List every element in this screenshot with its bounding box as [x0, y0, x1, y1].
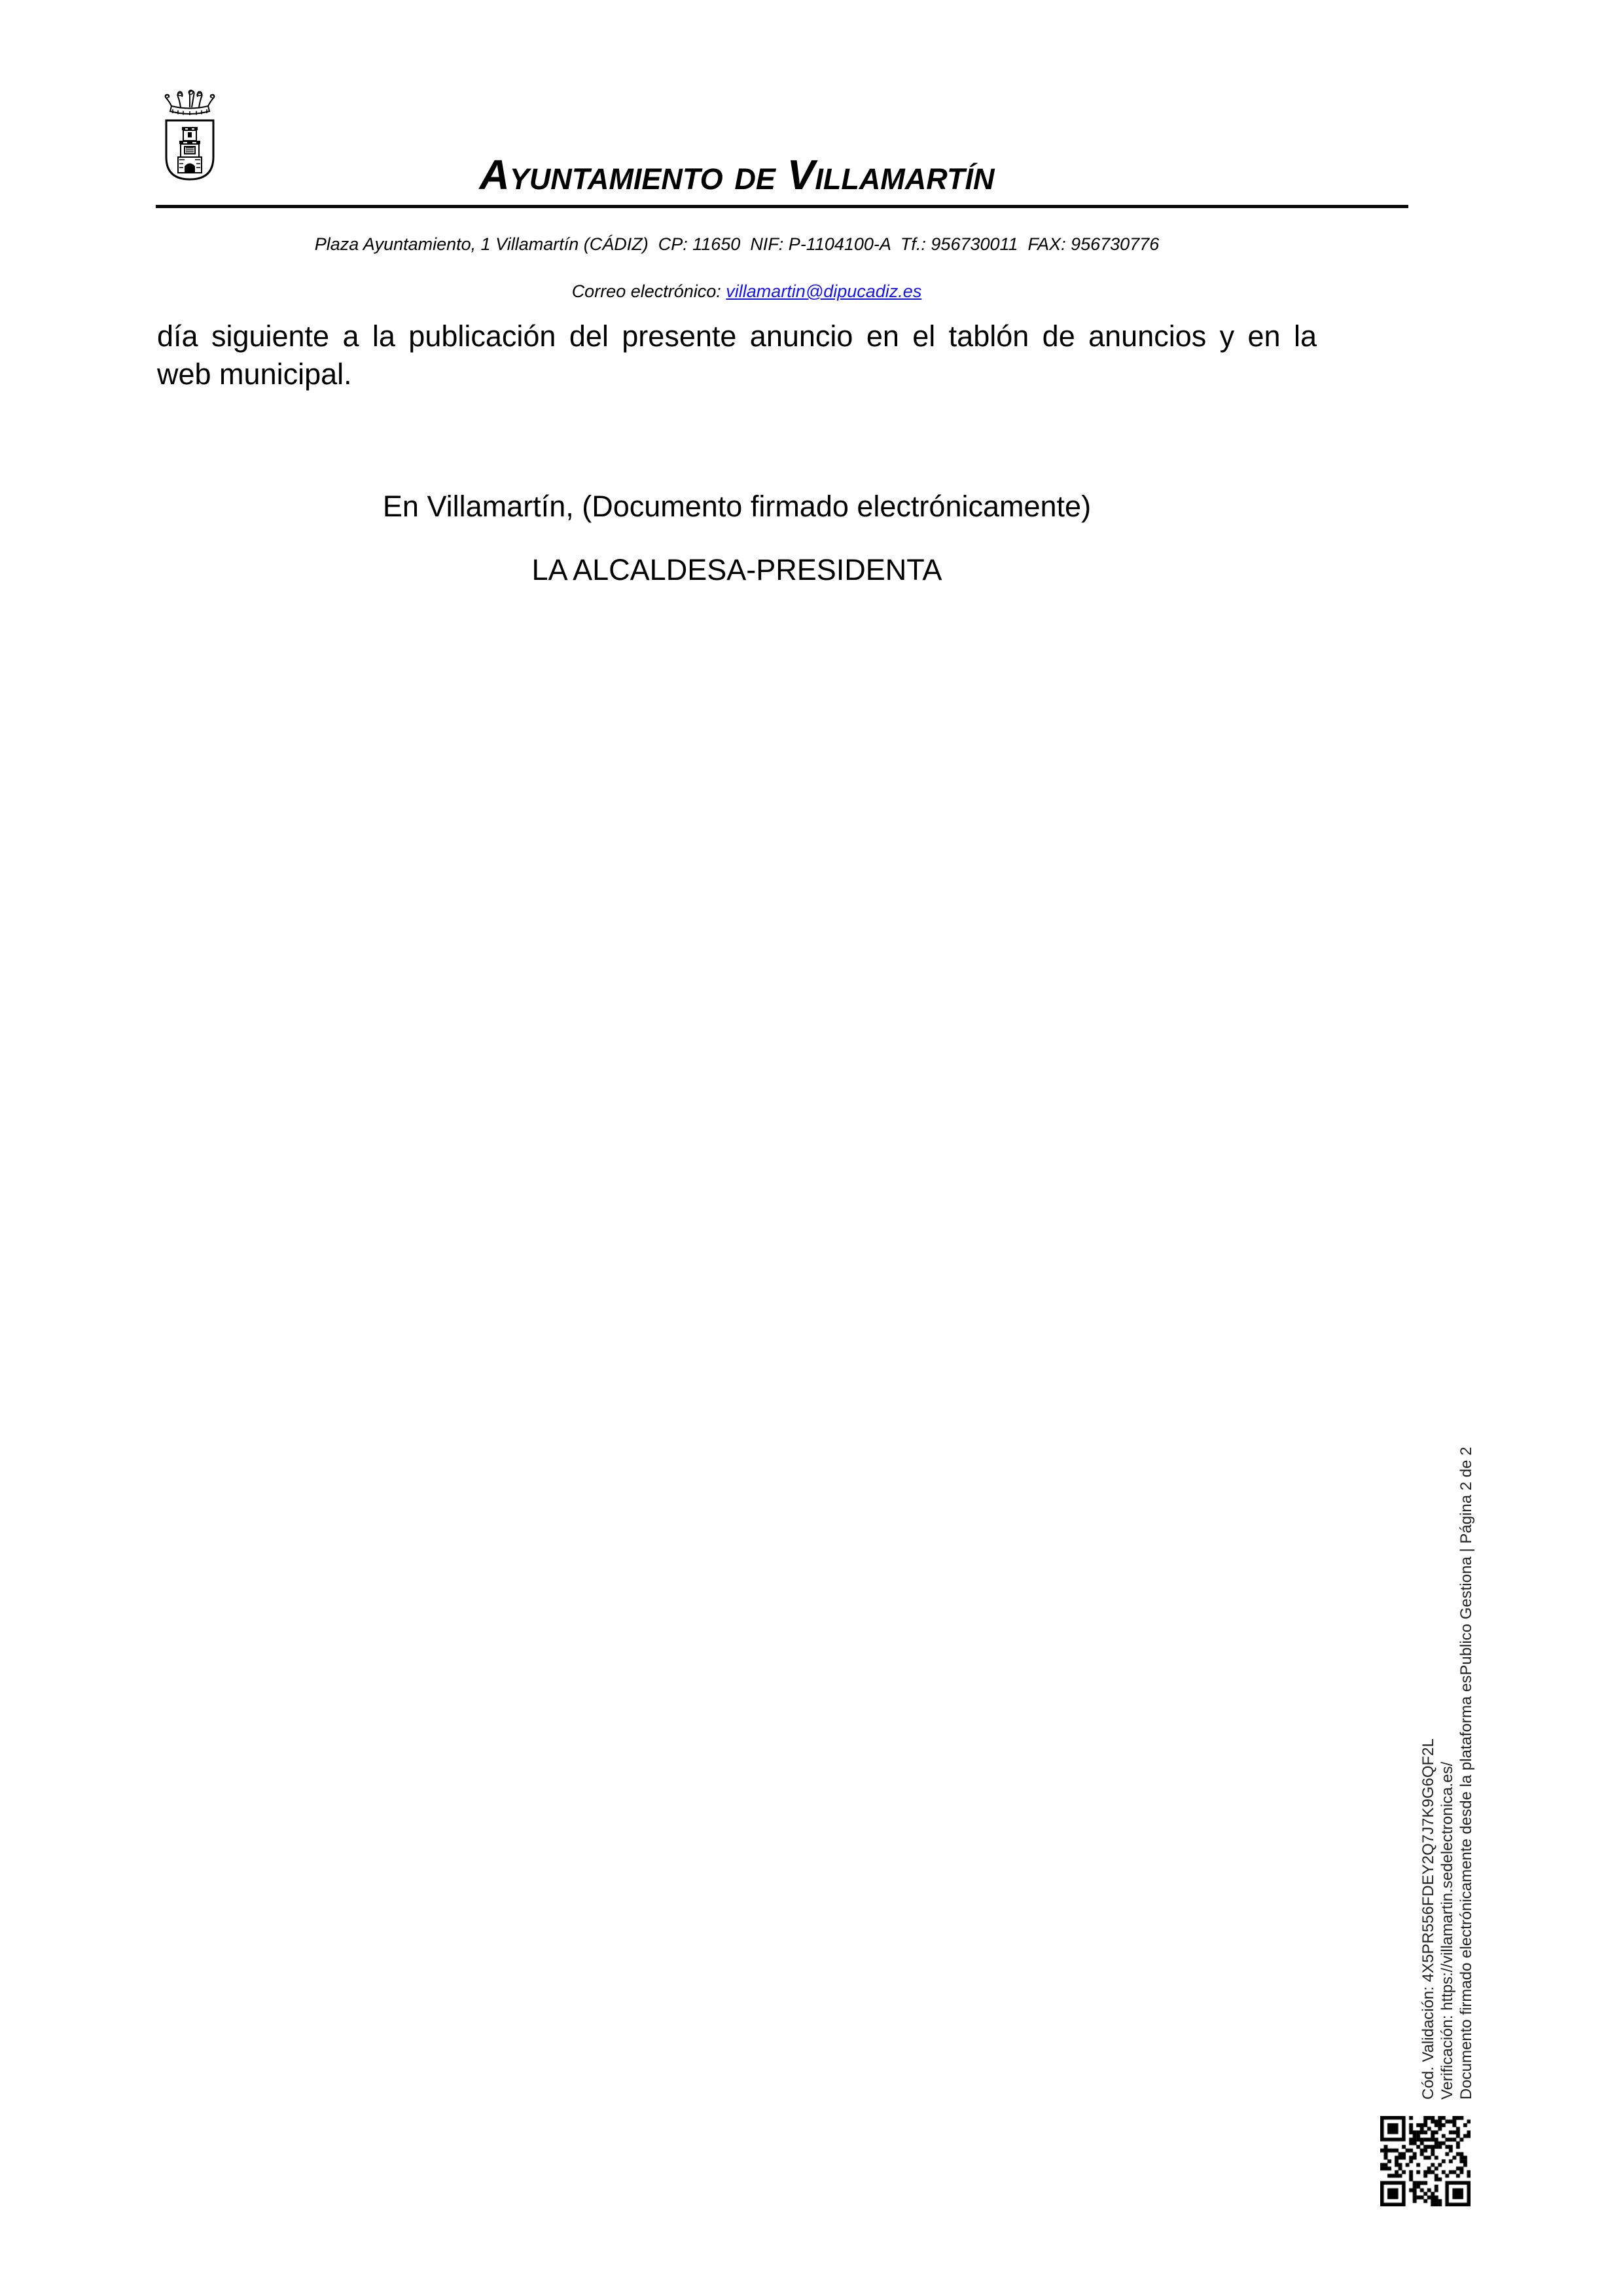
header-address: Plaza Ayuntamiento, 1 Villamartín (CÁDIZ) CP: 11650 NIF: P-1104100-A Tf.: 956730011 FAX: 956730776 [314, 234, 1160, 254]
verification-url: Verificación: https://villamartin.sedelectronica.es/ [1438, 1761, 1456, 2100]
header-divider [156, 205, 1408, 208]
validation-code: Cód. Validación: 4X5PR556FDEY2Q7J7K9G6QF2L [1419, 1738, 1437, 2100]
signature-place-line: En Villamartín, (Documento firmado electrónicamente) [382, 490, 1092, 523]
platform-note: Documento firmado electrónicamente desde la plataforma esPublico Gestiona | Página 2 de 2 [1457, 1446, 1475, 2100]
qr-code [1380, 2116, 1471, 2206]
email-label: Correo electrónico: [571, 281, 726, 301]
paragraph-line: web municipal. [157, 357, 352, 391]
signature-role-line: LA ALCALDESA-PRESIDENTA [531, 553, 942, 586]
paragraph-line: día siguiente a la publicación del presente anuncio en el tablón de anuncios y en la [157, 319, 1317, 353]
validation-sidebar [1419, 1282, 1476, 2100]
page-title: Ayuntamiento de Villamartín [479, 151, 995, 198]
email-link[interactable]: villamartin@dipucadiz.es [726, 281, 922, 301]
body-paragraph [157, 317, 1317, 393]
header-email-line [157, 261, 1317, 322]
